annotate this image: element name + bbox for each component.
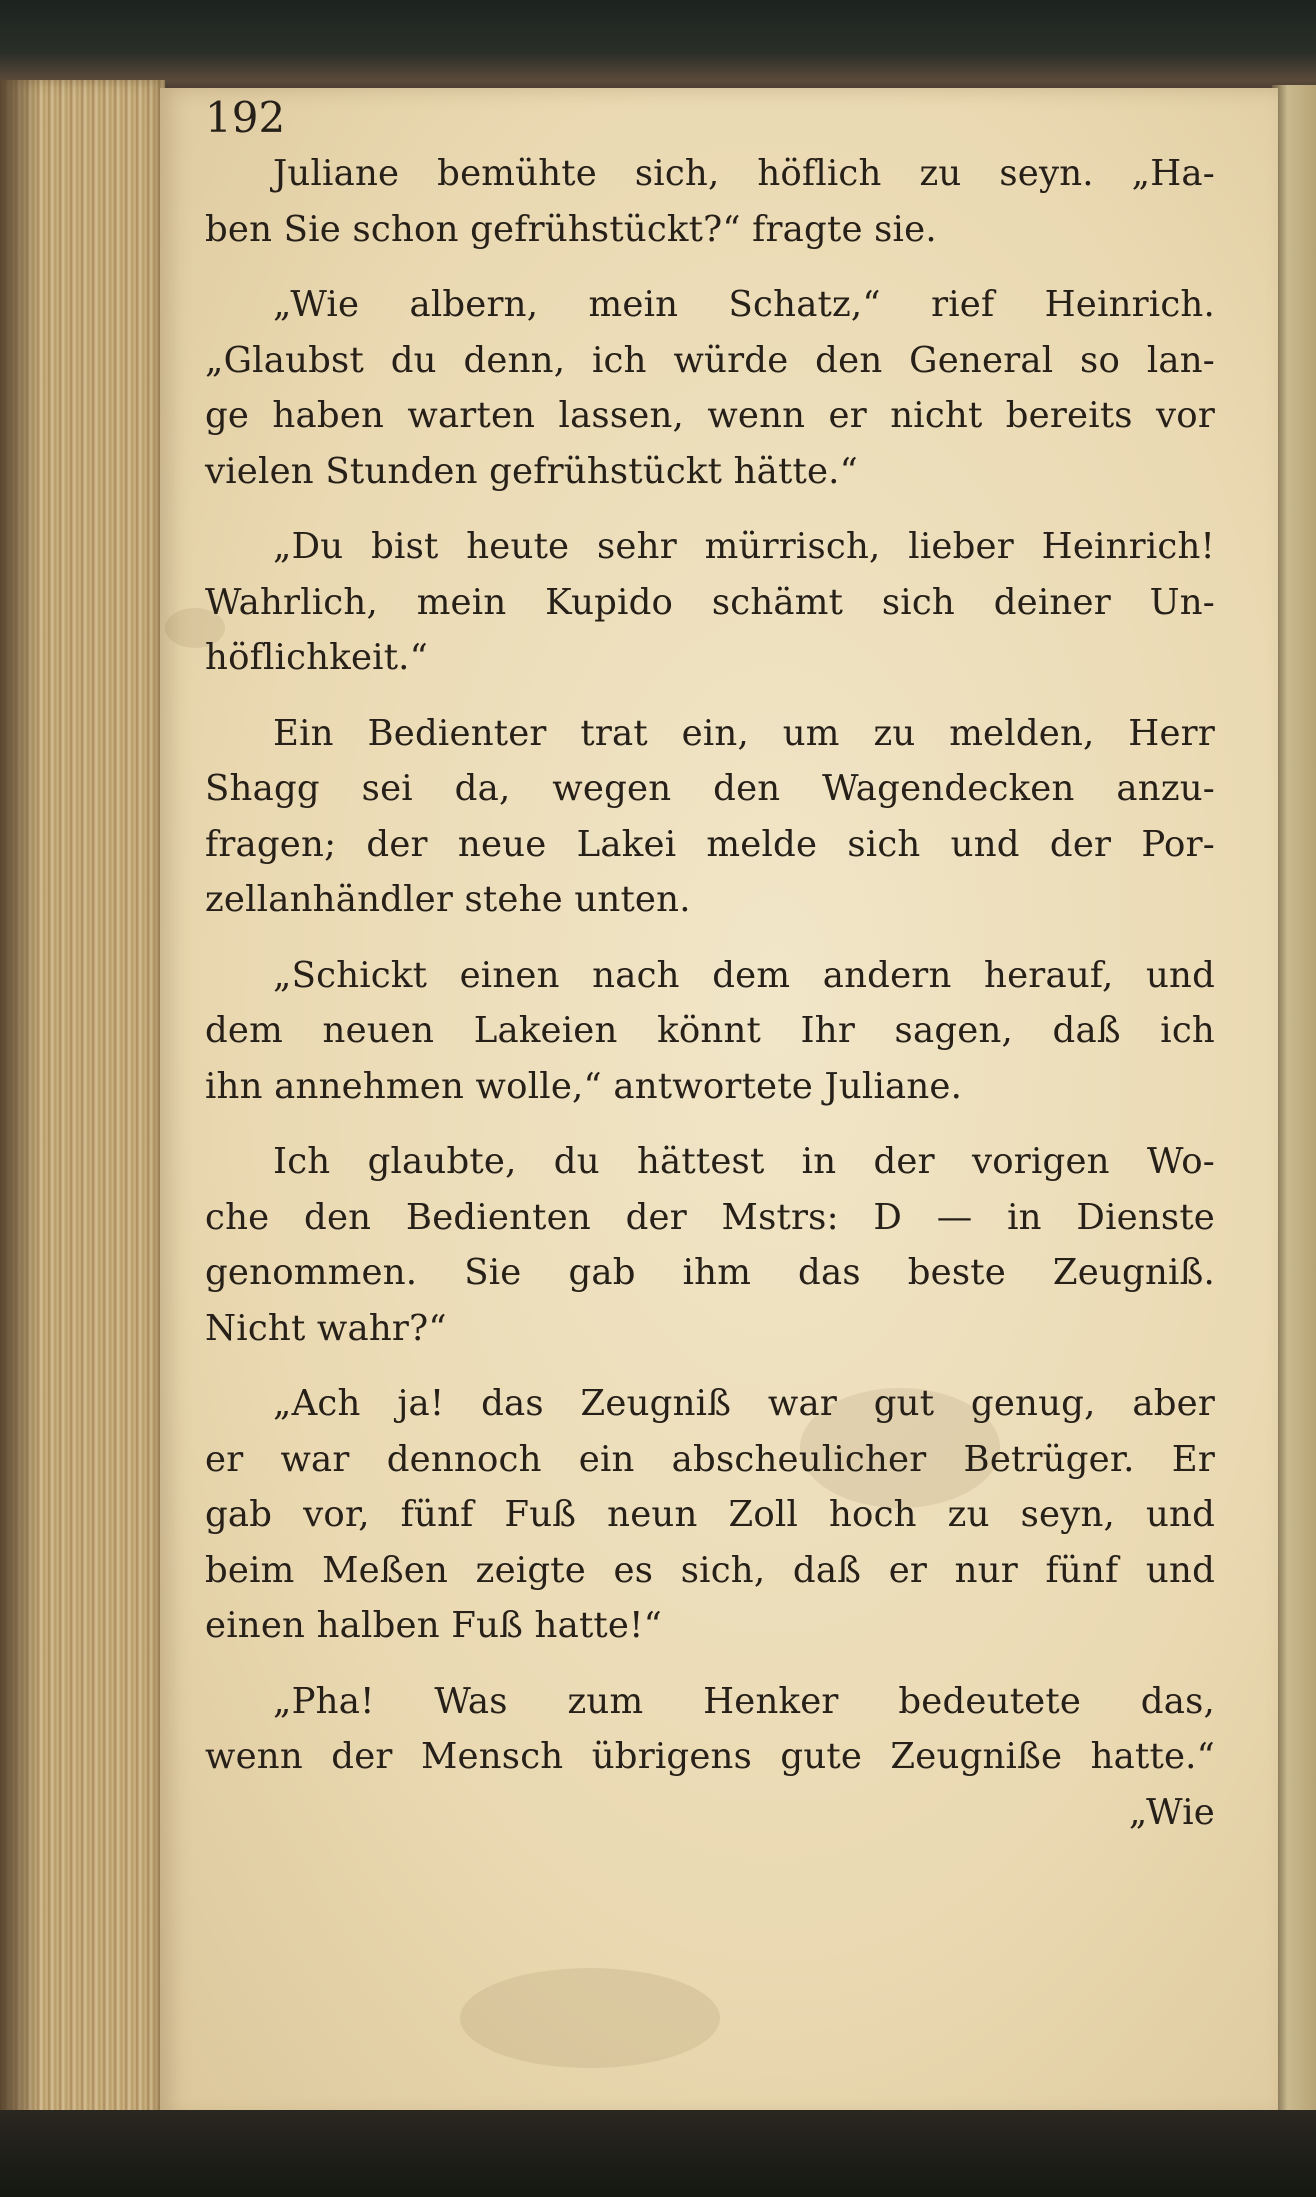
text-line: Nicht wahr?“ — [205, 1307, 447, 1349]
paragraph — [205, 519, 1215, 686]
text-line: Wahrlich, mein Kupido schämt sich deiner Un- — [205, 581, 1215, 623]
text-line: gab vor, fünf Fuß neun Zoll hoch zu seyn, und — [205, 1494, 1215, 1535]
book-cover-top-edge — [0, 0, 1316, 95]
paragraph — [205, 277, 1215, 499]
paragraph — [205, 948, 1215, 1115]
text-line: er war dennoch ein abscheulicher Betrüger. Er — [205, 1438, 1215, 1480]
book-cover-bottom-edge — [0, 2110, 1316, 2197]
paragraph — [205, 1376, 1215, 1654]
text-line: Ein Bedienter trat ein, um zu melden, Herr — [273, 712, 1215, 754]
page-text — [205, 90, 1215, 1840]
page-edge-right — [1272, 85, 1316, 2125]
text-line: dem neuen Lakeien könnt Ihr sagen, daß ich — [205, 1010, 1215, 1051]
paragraph — [205, 1134, 1215, 1356]
text-line: höflichkeit.“ — [205, 637, 429, 678]
text-line: Juliane bemühte sich, höflich zu seyn. „Ha- — [273, 153, 1215, 194]
text-line: „Glaubst du denn, ich würde den General so lan- — [205, 339, 1215, 381]
text-line: vielen Stunden gefrühstückt hätte.“ — [205, 450, 858, 492]
text-line: ben Sie schon gefrühstückt?“ fragte sie. — [205, 208, 937, 250]
text-line: wenn der Mensch übrigens gute Zeugniße hatte.“ — [205, 1736, 1215, 1777]
text-line: genommen. Sie gab ihm das beste Zeugniß. — [205, 1252, 1215, 1293]
text-line: Ich glaubte, du hättest in der vorigen Wo- — [273, 1141, 1215, 1182]
text-line: „Du bist heute sehr mürrisch, lieber Heinrich! — [273, 526, 1215, 567]
paragraph — [205, 146, 1215, 257]
paper-stain — [460, 1968, 720, 2068]
text-line: zellanhändler stehe unten. — [205, 879, 691, 920]
text-line: fragen; der neue Lakei melde sich und der Por- — [205, 823, 1215, 865]
text-line: Shagg sei da, wegen den Wagendecken anzu- — [205, 768, 1215, 809]
text-line: ge haben warten lassen, wenn er nicht bereits vor — [205, 395, 1215, 436]
page-number: 192 — [205, 93, 286, 142]
page-edges-left — [0, 80, 165, 2140]
text-line: „Wie albern, mein Schatz,“ rief Heinrich. — [273, 284, 1215, 325]
text-line: che den Bedienten der Mstrs: D — in Dienste — [205, 1196, 1215, 1238]
catchword: „Wie — [1128, 1791, 1215, 1833]
paragraph — [205, 706, 1215, 928]
text-line: „Schickt einen nach dem andern herauf, und — [273, 954, 1215, 996]
text-line: einen halben Fuß hatte!“ — [205, 1605, 662, 1646]
text-line: „Ach ja! das Zeugniß war gut genug, aber — [273, 1383, 1215, 1424]
text-line: ihn annehmen wolle,“ antwortete Juliane. — [205, 1065, 963, 1107]
text-line: beim Meßen zeigte es sich, daß er nur fünf und — [205, 1549, 1215, 1591]
text-line: „Pha! Was zum Henker bedeutete das, — [273, 1680, 1215, 1722]
paragraph — [205, 1674, 1215, 1841]
